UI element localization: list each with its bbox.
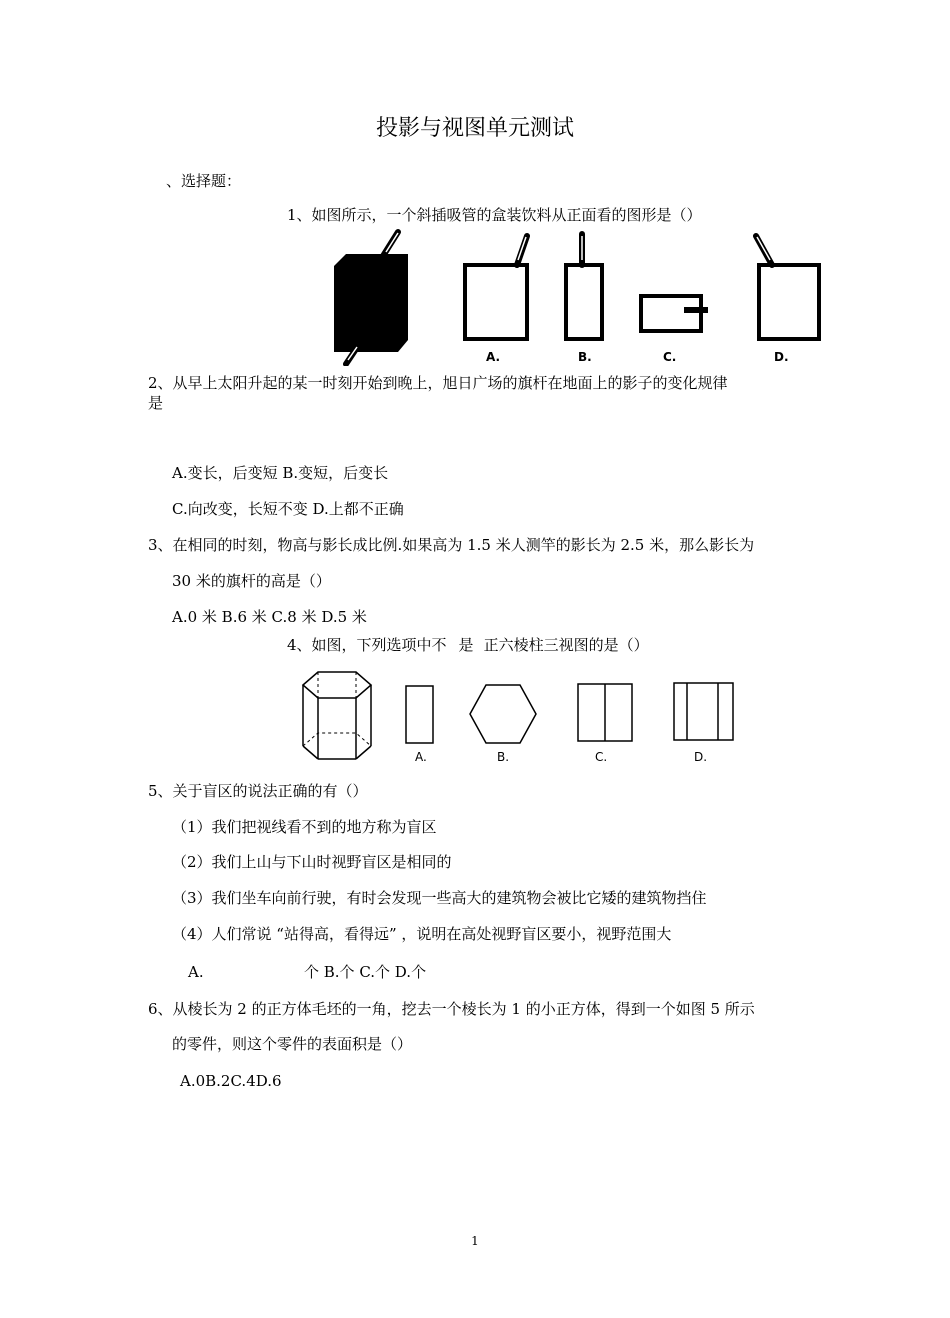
q1-label-b: B. [578, 350, 592, 364]
q1-label-d: D. [774, 350, 789, 364]
question-4-text [287, 635, 649, 655]
q4-label-a: A. [415, 750, 427, 764]
question-5-statement-1: （1）我们把视线看不到的地方称为盲区 [172, 818, 437, 836]
option-d-figure [756, 236, 819, 339]
q4-text-part-a: 4、如图，下列选项中不 [287, 636, 447, 654]
question-1-figure [326, 224, 826, 366]
q4-text-part-c: 正六棱柱三视图的是（） [483, 636, 649, 654]
option-a-figure [465, 236, 527, 339]
question-2-line-2: 是 [148, 394, 164, 412]
question-5-options-rest: 个 B.个 C.个 D.个 [304, 963, 427, 981]
q4-text-part-b: 是 [458, 636, 474, 654]
option-c-figure [578, 684, 632, 741]
question-3-line-2: 30 米的旗杆的高是（） [172, 572, 331, 590]
hexagonal-prism-illustration [303, 672, 371, 759]
question-6-line-1: 6、从棱长为 2 的正方体毛坯的一角，挖去一个棱长为 1 的小正方体，得到一个如图 5 所示 [148, 1000, 755, 1018]
document-title: 投影与视图单元测试 [375, 116, 574, 141]
section-heading: 、选择题： [166, 172, 242, 190]
question-2-options-ab: A.变长，后变短 B.变短，后变长 [172, 464, 389, 482]
question-4-figure [298, 668, 743, 764]
question-5-statement-2: （2）我们上山与下山时视野盲区是相同的 [172, 853, 452, 871]
q1-label-c: C. [663, 350, 677, 364]
q1-label-a: A. [486, 350, 501, 364]
option-b-figure [470, 685, 536, 743]
question-5-option-a: A. [188, 963, 204, 981]
question-3-options: A.0 米 B.6 米 C.8 米 D.5 米 [172, 608, 367, 626]
question-5-text: 5、关于盲区的说法正确的有（） [148, 782, 368, 800]
question-5-statement-3: （3）我们坐车向前行驶，有时会发现一些高大的建筑物会被比它矮的建筑物挡住 [172, 889, 707, 907]
option-a-figure [406, 686, 433, 743]
q4-label-d: D. [694, 750, 708, 764]
question-6-options: A.0B.2C.4D.6 [180, 1072, 282, 1090]
page-number: 1 [471, 1234, 479, 1248]
question-2-line-1: 2、从早上太阳升起的某一时刻开始到晚上，旭日广场的旗杆在地面上的影子的变化规律 [148, 374, 728, 392]
question-2-options-cd: C.向改变，长短不变 D.上都不正确 [172, 500, 404, 518]
q4-label-c: C. [595, 750, 608, 764]
question-6-line-2: 的零件，则这个零件的表面积是（） [172, 1035, 413, 1053]
drink-box-illustration [334, 232, 408, 364]
option-b-figure [566, 234, 602, 339]
q4-label-b: B. [497, 750, 510, 764]
question-5-statement-4: （4）人们常说 “站得高，看得远” ，说明在高处视野盲区要小，视野范围大 [172, 925, 672, 943]
question-1-text: 1、如图所示，一个斜插吸管的盒装饮料从正面看的图形是（） [287, 206, 702, 224]
question-3-line-1: 3、在相同的时刻，物高与影长成比例.如果高为 1.5 米人测竿的影长为 2.5 米，那么影长为 [148, 536, 755, 554]
option-d-figure [674, 683, 733, 740]
option-c-figure [641, 296, 708, 331]
